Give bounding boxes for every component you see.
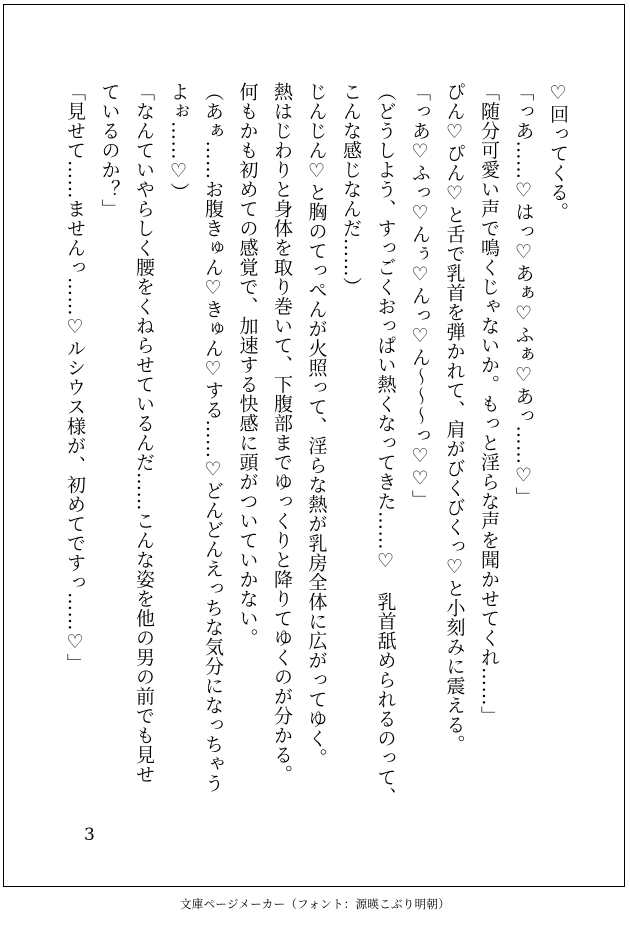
text-line: （どうしよう、すっごくおっぱい熱くなってきた……♡ 乳首舐められるのって、	[374, 82, 397, 807]
footer-caption: 文庫ページメーカー（フォント：源暎こぶり明朝）	[179, 897, 451, 911]
text-line: ているのか？」	[98, 82, 121, 219]
text-line: ぴん♡ぴん♡と舌で乳首を弾かれて、肩がびくびくっ♡と小刻みに震える。	[443, 82, 466, 754]
text-line: 「っあ♡ふっ♡んぅ♡んっ♡ん～～～っ♡♡」	[409, 82, 431, 510]
text-line: 何もかも初めての感覚で、加速する快感に頭がついていかない。	[236, 82, 259, 648]
text-line: こんな感じなんだ……）	[340, 82, 362, 297]
page-number: 3	[84, 825, 95, 845]
text-line: よぉ……♡）	[167, 82, 190, 202]
text-line: （あぁ……お腹きゅん♡きゅん♡する……♡どんどんえっちな気分になっちゃう	[202, 82, 224, 793]
text-line: 「なんていやらしく腰をくねらせているんだ……こんな姿を他の男の前でも見せ	[133, 82, 155, 784]
text-line: 「見せて……ませんっ……♡ルシウス様が、初めてですっ……♡」	[64, 82, 86, 673]
vertical-text-body	[58, 82, 576, 807]
text-line: 「っあ……♡はっ♡あぁ♡ふぁ♡あっ……♡」	[512, 82, 535, 507]
text-line: ♡回ってくる。	[547, 82, 569, 222]
text-line: 熱はじわりと身体を取り巻いて、下腹部までゆっくりと降りてゆくのが分かる。	[271, 82, 293, 784]
text-line: 「随分可愛い声で鳴くじゃないか。もっと淫らな声を聞かせてくれ……」	[478, 82, 500, 726]
text-line: じんじん♡と胸のてっぺんが火照って、淫らな熱が乳房全体に広がってゆく。	[305, 82, 328, 768]
